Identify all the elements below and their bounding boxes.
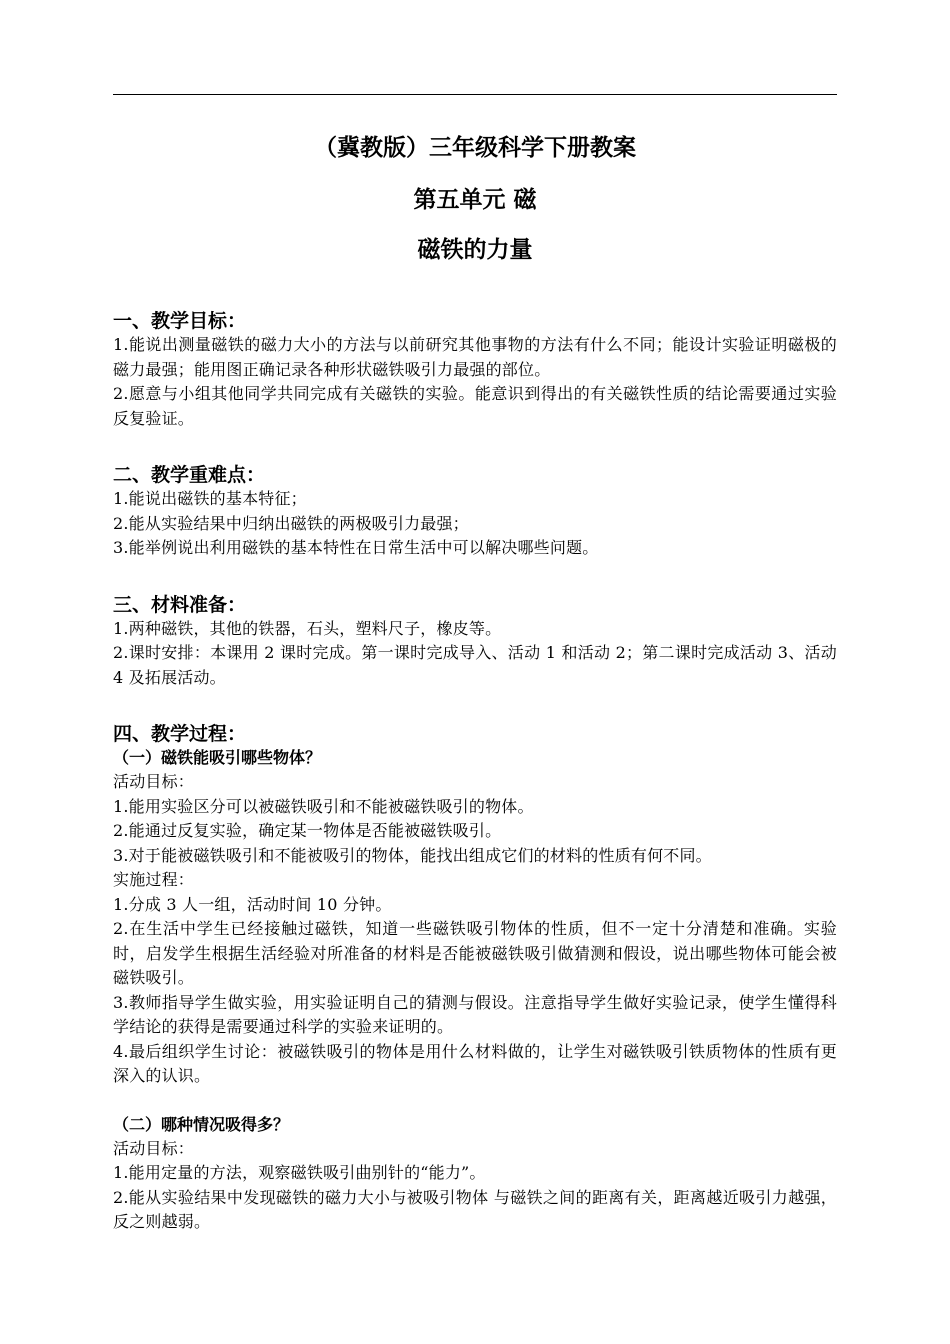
material-item: 2.课时安排：本课用 2 课时完成。第一课时完成导入、活动 1 和活动 2；第二课时完成活动 3、活动 4 及拓展活动。 — [113, 643, 837, 687]
lesson-title: 磁铁的力量 — [417, 236, 533, 263]
key-point-item: 1.能说出磁铁的基本特征； — [113, 489, 307, 508]
activity-step: 1.分成 3 人一组，活动时间 10 分钟。 — [113, 894, 392, 914]
activity-heading: （二）哪种情况吸得多？ — [113, 1114, 290, 1134]
activity-goal: 2.能通过反复实验，确定某一物体是否能被磁铁吸引。 — [113, 821, 502, 840]
key-point-item: 3.能举例说出利用磁铁的基本特性在日常生活中可以解决哪些问题。 — [113, 538, 599, 557]
section-process — [113, 722, 837, 1235]
section-heading: 四、教学过程： — [113, 723, 247, 745]
objective-item: 1.能说出测量磁铁的磁力大小的方法与以前研究其他事物的方法有什么不同；能设计实验证明磁极的磁力最强；能用图正确记录各种形状磁铁吸引力最强的部位。 — [113, 335, 837, 379]
activity-process-label: 实施过程： — [113, 870, 195, 889]
activity-goal: 1.能用实验区分可以被磁铁吸引和不能被磁铁吸引的物体。 — [113, 796, 534, 816]
activity-goal: 1.能用定量的方法，观察磁铁吸引曲别针的“能力”。 — [113, 1163, 486, 1182]
unit-title: 第五单元 磁 — [413, 186, 537, 213]
activity-goal-label: 活动目标： — [113, 1138, 195, 1158]
section-heading: 二、教学重难点： — [113, 464, 266, 486]
activity-two — [113, 1113, 837, 1235]
key-point-item: 2.能从实验结果中归纳出磁铁的两极吸引力最强； — [113, 513, 469, 533]
section-key-points — [113, 463, 837, 561]
section-heading: 一、教学目标： — [113, 310, 247, 332]
document-title: （冀教版）三年级科学下册教案 — [314, 134, 636, 161]
material-item: 1.两种磁铁，其他的铁器，石头，塑料尺子，橡皮等。 — [113, 618, 502, 638]
activity-heading: （一）磁铁能吸引哪些物体？ — [113, 748, 322, 767]
section-materials — [113, 593, 837, 691]
header-rule — [113, 94, 837, 95]
objective-item: 2.愿意与小组其他同学共同完成有关磁铁的实验。能意识到得出的有关磁铁性质的结论需要通过实验反复验证。 — [113, 384, 837, 428]
activity-goal: 2.能从实验结果中发现磁铁的磁力大小与被吸引物体 与磁铁之间的距离有关，距离越近吸引力越强，反之则越弱。 — [113, 1187, 837, 1231]
section-heading: 三、材料准备： — [113, 593, 247, 616]
activity-step: 2.在生活中学生已经接触过磁铁，知道一些磁铁吸引物体的性质，但不一定十分清楚和准确。实验时，启发学生根据生活经验对所准备的材料是否能被磁铁吸引做猜测和假设，说出哪些物体可能会被磁铁吸引。 — [113, 919, 837, 987]
section-objectives — [113, 309, 837, 431]
activity-step: 4.最后组织学生讨论：被磁铁吸引的物体是用什么材料做的，让学生对磁铁吸引铁质物体的性质有更深入的认识。 — [113, 1041, 837, 1085]
activity-step: 3.教师指导学生做实验，用实验证明自己的猜测与假设。注意指导学生做好实验记录，使学生懂得科学结论的获得是需要通过科学的实验来证明的。 — [113, 992, 837, 1036]
activity-one — [113, 746, 837, 1089]
document-page — [113, 128, 837, 1235]
activity-goal: 3.对于能被磁铁吸引和不能被吸引的物体，能找出组成它们的材料的性质有何不同。 — [113, 845, 712, 865]
activity-goal-label: 活动目标： — [113, 772, 195, 791]
